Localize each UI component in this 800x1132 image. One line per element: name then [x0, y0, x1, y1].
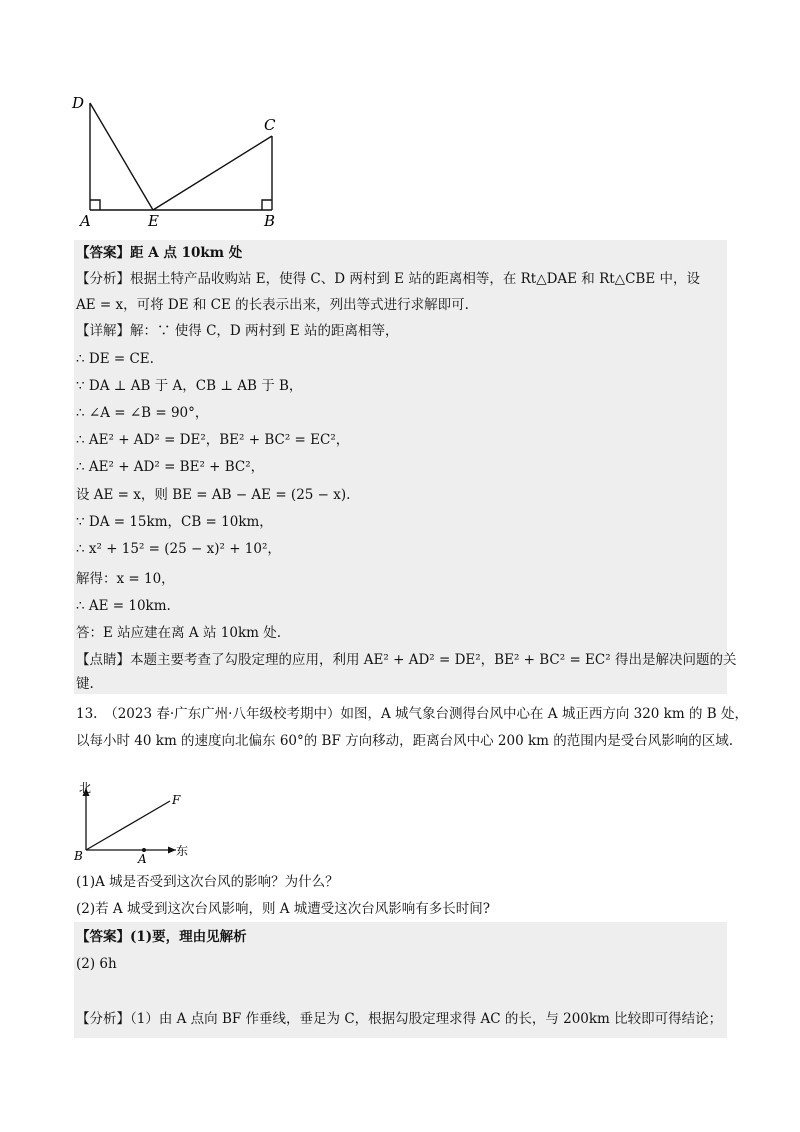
- detail-line-11: ∴ AE = 10km.: [76, 598, 171, 614]
- answer-13-line-1: 【答案】(1)要，理由见解析: [76, 929, 247, 945]
- detail-line-8: ∵ DA = 15km，CB = 10km，: [76, 514, 273, 530]
- right-angle-mark-b: [262, 200, 272, 210]
- figure-quadrilateral-dace: [66, 88, 306, 238]
- label-f: F: [172, 793, 181, 807]
- figure-typhoon-path: [66, 780, 196, 865]
- comment-line-2: 键.: [76, 676, 94, 692]
- label-b: B: [264, 212, 276, 230]
- segment-de: [90, 103, 153, 210]
- detail-line-1: 【详解】解：∵ 使得 C，D 两村到 E 站的距离相等，: [76, 323, 399, 339]
- detail-line-10: 解得：x = 10，: [76, 571, 175, 587]
- detail-line-2: ∴ DE = CE.: [76, 351, 154, 367]
- detail-line-4: ∴ ∠A = ∠B = 90°，: [76, 405, 209, 421]
- conclusion-line: 答：E 站应建在离 A 站 10km 处.: [76, 625, 282, 641]
- label-e: E: [148, 212, 159, 230]
- label-north: 北: [79, 781, 92, 795]
- right-angle-mark-a: [90, 200, 100, 210]
- question-1: (1)A 城是否受到这次台风的影响？为什么？: [76, 874, 339, 890]
- label-a: A: [138, 852, 147, 865]
- comment-line-1: 【点睛】本题主要考查了勾股定理的应用，利用 AE² + AD² = DE²，BE² + BC² = EC² 得出是解决问题的关: [76, 652, 737, 668]
- analysis-line-2: AE = x，可将 DE 和 CE 的长表示出来，列出等式进行求解即可.: [76, 297, 469, 313]
- label-c: C: [264, 116, 276, 134]
- segment-ec: [153, 136, 272, 210]
- analysis-13-line: 【分析】（1）由 A 点向 BF 作垂线，垂足为 C，根据勾股定理求得 AC 的长，与 200km 比较即可得结论；: [76, 1011, 723, 1027]
- detail-line-3: ∵ DA ⊥ AB 于 A，CB ⊥ AB 于 B，: [76, 378, 303, 394]
- label-d: D: [72, 94, 85, 112]
- answer-line: 【答案】距 A 点 10km 处: [76, 245, 243, 261]
- label-east: 东: [176, 844, 189, 858]
- detail-line-9: ∴ x² + 15² = (25 − x)² + 10²，: [76, 541, 281, 557]
- segment-bf: [86, 801, 170, 850]
- answer-13-line-2: (2) 6h: [76, 956, 117, 972]
- analysis-line-1: 【分析】根据土特产品收购站 E，使得 C、D 两村到 E 站的距离相等，在 Rt△DAE 和 Rt△CBE 中，设: [76, 271, 700, 287]
- label-a: A: [80, 212, 91, 230]
- problem-13-line-2: 以每小时 40 km 的速度向北偏东 60°的 BF 方向移动，距离台风中心 200 km 的范围内是受台风影响的区域.: [76, 733, 734, 749]
- detail-line-5: ∴ AE² + AD² = DE²，BE² + BC² = EC²，: [76, 432, 350, 448]
- question-2: (2)若 A 城受到这次台风影响，则 A 城遭受这次台风影响有多长时间?: [76, 901, 491, 917]
- detail-line-7: 设 AE = x，则 BE = AB − AE = (25 − x).: [76, 487, 351, 503]
- label-b: B: [74, 849, 83, 863]
- detail-line-6: ∴ AE² + AD² = BE² + BC²，: [76, 459, 265, 475]
- problem-13-line-1: 13. （2023 春·广东广州·八年级校考期中）如图，A 城气象台测得台风中心在 A 城正西方向 320 km 的 B 处，: [76, 706, 748, 722]
